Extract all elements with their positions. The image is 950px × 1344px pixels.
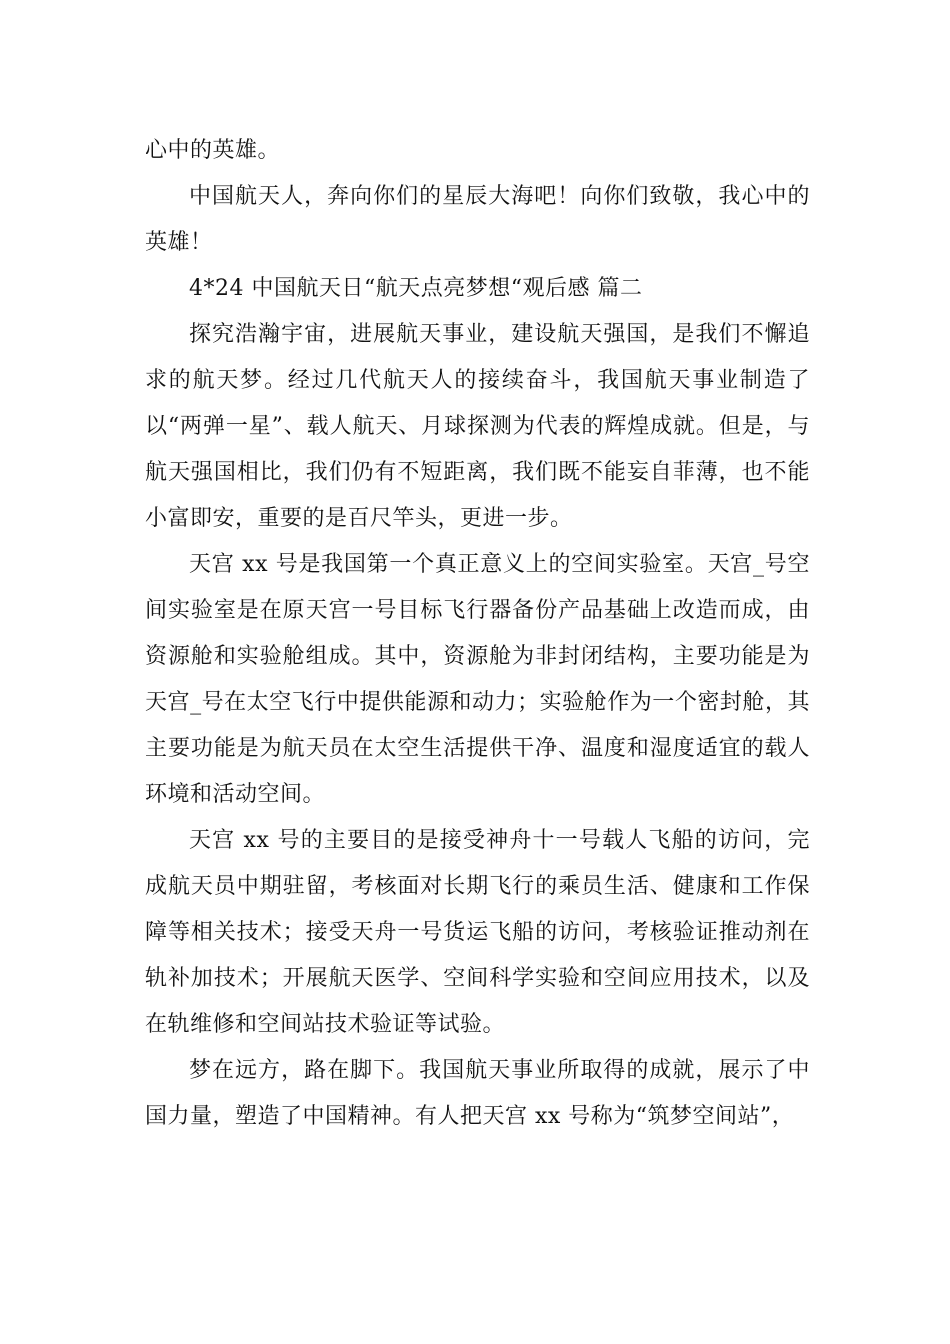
paragraph-space-dream: 探究浩瀚宇宙，进展航天事业，建设航天强国，是我们不懈追求的航天梦。经过几代航天人的接续奋斗，我国航天事业制造了以“两弹一星”、载人航天、月球探测为代表的辉煌成就。但是，与航天强国相比，我们仍有不短距离，我们既不能妄自菲薄，也不能小富即安，重要的是百尺竿头，更进一步。	[145, 322, 810, 531]
paragraph-tribute: 中国航天人，奔向你们的星辰大海吧！向你们致敬，我心中的英雄！	[145, 184, 810, 255]
section-heading: 4*24 中国航天日“航天点亮梦想“观后感 篇二	[189, 276, 643, 301]
document-body	[145, 128, 810, 1140]
paragraph-tiangong-lab: 天宫 xx 号是我国第一个真正意义上的空间实验室。天宫_号空间实验室是在原天宫一号目标飞行器备份产品基础上改造而成，由资源舱和实验舱组成。其中，资源舱为非封闭结构，主要功能是为天宫_号在太空飞行中提供能源和动力；实验舱作为一个密封舱，其主要功能是为航天员在太空生活提供干净、温度和湿度适宜的载人环境和活动空间。	[145, 552, 810, 807]
paragraph-continuation: 心中的英雄。	[145, 138, 281, 163]
paragraph-dream-road: 梦在远方，路在脚下。我国航天事业所取得的成就，展示了中国力量，塑造了中国精神。有人把天宫 xx 号称为“筑梦空间站”，	[145, 1058, 810, 1129]
paragraph-tiangong-mission: 天宫 xx 号的主要目的是接受神舟十一号载人飞船的访问，完成航天员中期驻留，考核面对长期飞行的乘员生活、健康和工作保障等相关技术；接受天舟一号货运飞船的访问，考核验证推动剂在轨补加技术；开展航天医学、空间科学实验和空间应用技术，以及在轨维修和空间站技术验证等试验。	[145, 828, 810, 1037]
